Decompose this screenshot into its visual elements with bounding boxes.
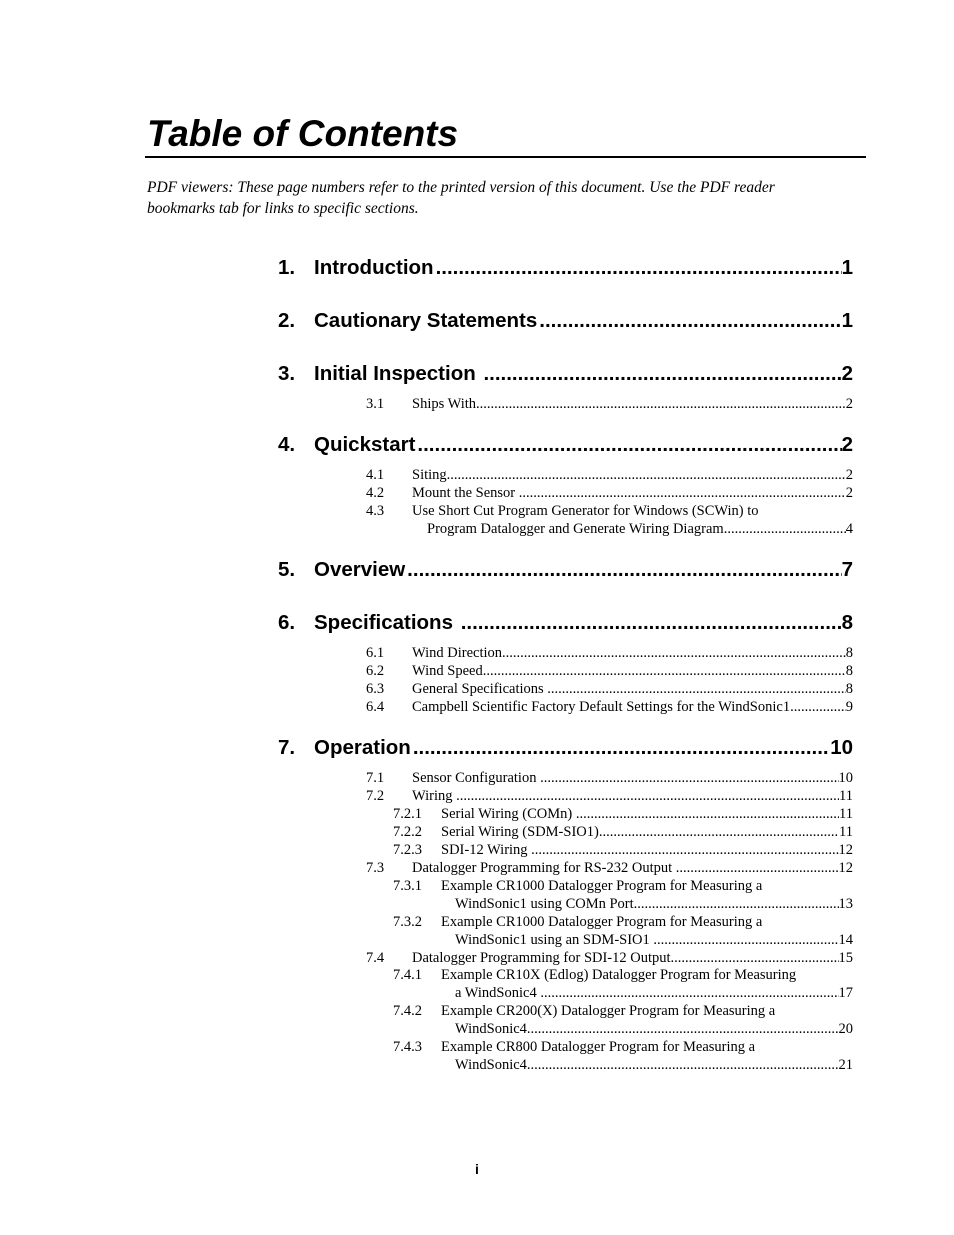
toc-entry-label: Mount the Sensor: [412, 485, 519, 501]
dot-leader: [483, 360, 841, 388]
toc-entry-general-specifications[interactable]: [366, 680, 853, 698]
toc-entry-label-line1: Example CR1000 Datalogger Program for Measuring a: [441, 914, 763, 930]
toc-entry-page: 17: [838, 985, 853, 1001]
toc-entry-number: 7.1: [366, 770, 385, 786]
toc-entry-label: Datalogger Programming for SDI-12 Output: [412, 950, 671, 966]
dot-leader: [456, 787, 839, 805]
toc-entry-page: 2: [845, 396, 853, 412]
toc-entry-label: SDI-12 Wiring: [441, 842, 532, 858]
toc-entry-page: 8: [845, 663, 853, 679]
toc-entry-page: 21: [838, 1057, 853, 1073]
toc-entry-serial-wiring-sdm-sio1[interactable]: [393, 823, 853, 841]
pdf-viewer-note: PDF viewers: These page numbers refer to the printed version of this document. Use the PDF reader bookmarks tab for links to specific sections.: [147, 179, 775, 217]
toc-entry-page: 1: [841, 309, 853, 332]
toc-entry-number: 5.: [278, 558, 296, 581]
toc-entry-wind-speed[interactable]: [366, 662, 853, 680]
toc-entry-cautionary-statements[interactable]: [278, 307, 853, 335]
toc-entry-rs232-programming[interactable]: [366, 859, 853, 877]
toc-entry-label: Siting: [412, 467, 447, 483]
toc-entry-page: 11: [839, 788, 853, 804]
dot-leader: [540, 984, 838, 1002]
toc-entry-label: General Specifications: [412, 681, 548, 697]
toc-entry-label: Sensor Configuration: [412, 770, 541, 786]
toc-entry-label: Quickstart: [314, 433, 416, 456]
toc-entry-page: 10: [830, 736, 853, 759]
toc-entry-mount-the-sensor[interactable]: [366, 484, 853, 502]
page-number: i: [475, 1161, 479, 1177]
toc-entry-page: 7: [841, 558, 853, 581]
toc-entry-label-line2: a WindSonic4: [455, 985, 541, 1001]
toc-entry-number: 2.: [278, 309, 296, 332]
toc-entry-number: 6.: [278, 611, 296, 634]
dot-leader: [461, 609, 842, 637]
toc-entry-label: Operation: [314, 736, 411, 759]
toc-entry-number: 1.: [278, 256, 296, 279]
toc-entry-page: 12: [838, 842, 853, 858]
toc-entry-page: 9: [845, 699, 853, 715]
toc-entry-number: 7.2.2: [393, 824, 422, 840]
dot-leader: [436, 254, 842, 282]
toc-entry-label-line2: WindSonic4: [455, 1057, 527, 1073]
toc-entry-label: Serial Wiring (SDM-SIO1): [441, 824, 599, 840]
toc-entry-number: 7.4.2: [393, 1003, 422, 1019]
toc-entry-label-line1: Use Short Cut Program Generator for Windows (SCWin) to: [412, 503, 759, 519]
toc-entry-label-line1: Example CR800 Datalogger Program for Measuring a: [441, 1039, 756, 1055]
toc-entry-number: 6.2: [366, 663, 385, 679]
toc-entry-number: 6.3: [366, 681, 385, 697]
dot-leader: [676, 859, 839, 877]
toc-entry-page: 8: [845, 681, 853, 697]
toc-entry-label: Campbell Scientific Factory Default Settings for the WindSonic1: [412, 699, 791, 715]
dot-leader: [531, 841, 838, 859]
toc-entry-sensor-configuration[interactable]: [366, 769, 853, 787]
dot-leader: [527, 1056, 839, 1074]
toc-entry-page: 12: [838, 860, 853, 876]
toc-entry-quickstart[interactable]: [278, 431, 853, 459]
toc-entry-label: Serial Wiring (COMn): [441, 806, 576, 822]
dot-leader: [519, 484, 846, 502]
toc-entry-number: 7.4.3: [393, 1039, 422, 1055]
toc-entry-siting[interactable]: [366, 466, 853, 484]
toc-entry-page: 20: [838, 1021, 853, 1037]
toc-entry-page: 1: [841, 256, 853, 279]
toc-entry-number: 7.4.1: [393, 967, 422, 983]
toc-entry-number: 7.2.1: [393, 806, 422, 822]
toc-entry-introduction[interactable]: [278, 254, 853, 282]
dot-leader: [547, 680, 845, 698]
toc-entry-label: Cautionary Statements: [314, 309, 538, 332]
toc-entry-number: 6.1: [366, 645, 385, 661]
dot-leader: [539, 307, 841, 335]
toc-entry-label: Overview: [314, 558, 406, 581]
dot-leader: [407, 556, 841, 584]
dot-leader: [502, 644, 846, 662]
toc-entry-number: 4.2: [366, 485, 385, 501]
toc-entry-page: 13: [838, 896, 853, 912]
toc-entry-page: 2: [841, 362, 853, 385]
toc-entry-number: 6.4: [366, 699, 385, 715]
toc-entry-label-line2: WindSonic1 using an SDM-SIO1: [455, 932, 654, 948]
dot-leader: [653, 931, 838, 949]
dot-leader: [413, 734, 830, 762]
toc-entry-page: 2: [845, 467, 853, 483]
dot-leader: [483, 662, 846, 680]
toc-entry-label: Wind Speed: [412, 663, 483, 679]
toc-entry-page: 10: [838, 770, 853, 786]
toc-entry-number: 7.3: [366, 860, 385, 876]
dot-leader: [447, 466, 846, 484]
toc-entry-page: 14: [838, 932, 853, 948]
dot-leader: [790, 698, 846, 716]
toc-entry-page: 8: [845, 645, 853, 661]
toc-entry-label: Specifications: [314, 611, 459, 634]
dot-leader: [540, 769, 838, 787]
toc-entry-factory-default-settings[interactable]: [366, 698, 853, 716]
dot-leader: [599, 823, 839, 841]
dot-leader: [476, 395, 846, 413]
toc-entry-label-line2: WindSonic1 using COMn Port: [455, 896, 634, 912]
toc-entry-specifications[interactable]: [278, 609, 853, 637]
toc-entry-number: 3.1: [366, 396, 385, 412]
toc-entry-number: 7.2.3: [393, 842, 422, 858]
toc-entry-label-line2: WindSonic4: [455, 1021, 527, 1037]
toc-entry-label: Ships With: [412, 396, 477, 412]
toc-entry-label: Initial Inspection: [314, 362, 482, 385]
toc-entry-label-line2: Program Datalogger and Generate Wiring Diagram.: [427, 521, 728, 537]
toc-entry-label: Wind Direction: [412, 645, 503, 661]
toc-entry-page: 4: [845, 521, 853, 537]
toc-entry-sdi12-programming[interactable]: [366, 949, 853, 967]
toc-entry-page: 11: [839, 824, 853, 840]
toc-entry-sdi12-wiring[interactable]: [393, 841, 853, 859]
toc-entry-wind-direction[interactable]: [366, 644, 853, 662]
dot-leader: [727, 520, 845, 538]
toc-entry-overview[interactable]: [278, 556, 853, 584]
toc-entry-page: 2: [841, 433, 853, 456]
dot-leader: [527, 1020, 839, 1038]
toc-entry-ships-with[interactable]: [366, 395, 853, 413]
toc-entry-number: 7.3.1: [393, 878, 422, 894]
toc-entry-number: 4.1: [366, 467, 385, 483]
toc-entry-page: 8: [841, 611, 853, 634]
toc-entry-number: 4.: [278, 433, 296, 456]
dot-leader: [576, 805, 839, 823]
toc-entry-number: 7.: [278, 736, 296, 759]
dot-leader: [634, 895, 839, 913]
toc-entry-initial-inspection[interactable]: [278, 360, 853, 388]
toc-entry-label-line1: Example CR1000 Datalogger Program for Measuring a: [441, 878, 763, 894]
toc-entry-label: Datalogger Programming for RS-232 Output: [412, 860, 676, 876]
toc-entry-label-line1: Example CR200(X) Datalogger Program for Measuring a: [441, 1003, 776, 1019]
toc-entry-number: 4.3: [366, 503, 385, 519]
toc-entry-wiring[interactable]: [366, 787, 853, 805]
page-title: Table of Contents: [147, 113, 459, 154]
toc-entry-label: Wiring: [412, 788, 457, 804]
toc-entry-number: 7.2: [366, 788, 385, 804]
toc-entry-number: 7.4: [366, 950, 385, 966]
dot-leader: [417, 431, 841, 459]
toc-entry-number: 3.: [278, 362, 296, 385]
dot-leader: [671, 949, 839, 967]
toc-entry-page: 2: [845, 485, 853, 501]
toc-entry-label-line1: Example CR10X (Edlog) Datalogger Program for Measuring: [441, 967, 797, 983]
toc-entry-operation[interactable]: [278, 734, 853, 762]
toc-entry-number: 7.3.2: [393, 914, 422, 930]
toc-entry-page: 15: [838, 950, 853, 966]
toc-entry-label: Introduction: [314, 256, 434, 279]
toc-entry-serial-wiring-comn[interactable]: [393, 805, 853, 823]
toc-entry-page: 11: [839, 806, 853, 822]
